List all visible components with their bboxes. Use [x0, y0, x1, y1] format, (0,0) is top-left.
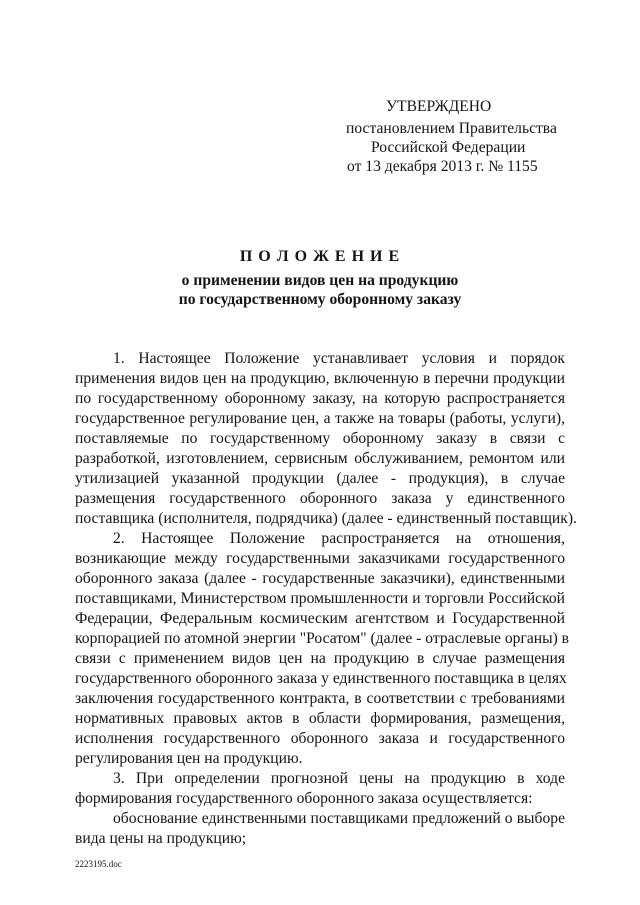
document-subtitle: о применении видов цен на продукцию — [181, 272, 459, 289]
paragraph-line: формирования государственного оборонного заказа осуществляется: — [75, 790, 533, 807]
paragraph-line: оборонного заказа (далее - государственные заказчики), единственными — [75, 570, 565, 587]
approval-line: постановлением Правительства — [346, 120, 557, 137]
paragraph-line: 3. При определении прогнозной цены на продукцию в ходе — [113, 770, 565, 787]
approval-stamp: УТВЕРЖДЕНО — [386, 98, 492, 115]
paragraph-line: 1. Настоящее Положение устанавливает условия и порядок — [113, 350, 565, 367]
document-subtitle: по государственному оборонному заказу — [178, 291, 462, 308]
paragraph-line: регулирования цен на продукцию. — [75, 750, 303, 767]
document-title: П О Л О Ж Е Н И Е — [239, 248, 401, 265]
paragraph-line: возникающие между государственными заказчиками государственного — [75, 550, 565, 567]
paragraph-line: поставляемые по государственному оборонному заказу в связи с — [75, 430, 565, 447]
approval-date-number: от 13 декабря 2013 г. № 1155 — [347, 158, 538, 175]
paragraph-line: по государственному оборонному заказу, на которую распространяется — [75, 390, 565, 407]
paragraph-line: государственного оборонного заказа у единственного поставщика в целях — [75, 670, 567, 687]
paragraph-line: государственное регулирование цен, а также на товары (работы, услуги), — [75, 410, 565, 427]
paragraph-line: размещения государственного оборонного заказа у единственного — [75, 490, 565, 507]
paragraph-line: связи с применением видов цен на продукцию в случае размещения — [75, 650, 565, 667]
paragraph-line: 2. Настоящее Положение распространяется на отношения, — [113, 530, 565, 547]
paragraph-line: обоснование единственными поставщиками предложений о выборе — [113, 810, 565, 827]
paragraph-line: заключения государственного контракта, в соответствии с требованиями — [75, 690, 565, 707]
paragraph-line: поставщиками, Министерством промышленности и торговли Российской — [75, 590, 565, 607]
approval-line: Российской Федерации — [371, 139, 526, 156]
paragraph-line: поставщика (исполнителя, подрядчика) (далее - единственный поставщик). — [75, 510, 577, 527]
paragraph-line: корпорацией по атомной энергии "Росатом" (далее - отраслевые органы) в — [75, 630, 570, 647]
paragraph-line: Федерации, Федеральным космическим агентством и Государственной — [75, 610, 565, 627]
paragraph-line: исполнения государственного оборонного заказа и государственного — [75, 730, 565, 747]
document-file-id: 2223195.doc — [75, 859, 122, 869]
paragraph-line: утилизацией указанной продукции (далее - продукция), в случае — [75, 470, 565, 487]
paragraph-line: вида цены на продукцию; — [75, 830, 247, 847]
paragraph-line: применения видов цен на продукцию, включенную в перечни продукции — [75, 370, 565, 387]
paragraph-line: разработкой, изготовлением, сервисным обслуживанием, ремонтом или — [75, 450, 565, 467]
paragraph-line: нормативных правовых актов в области формирования, размещения, — [75, 710, 565, 727]
